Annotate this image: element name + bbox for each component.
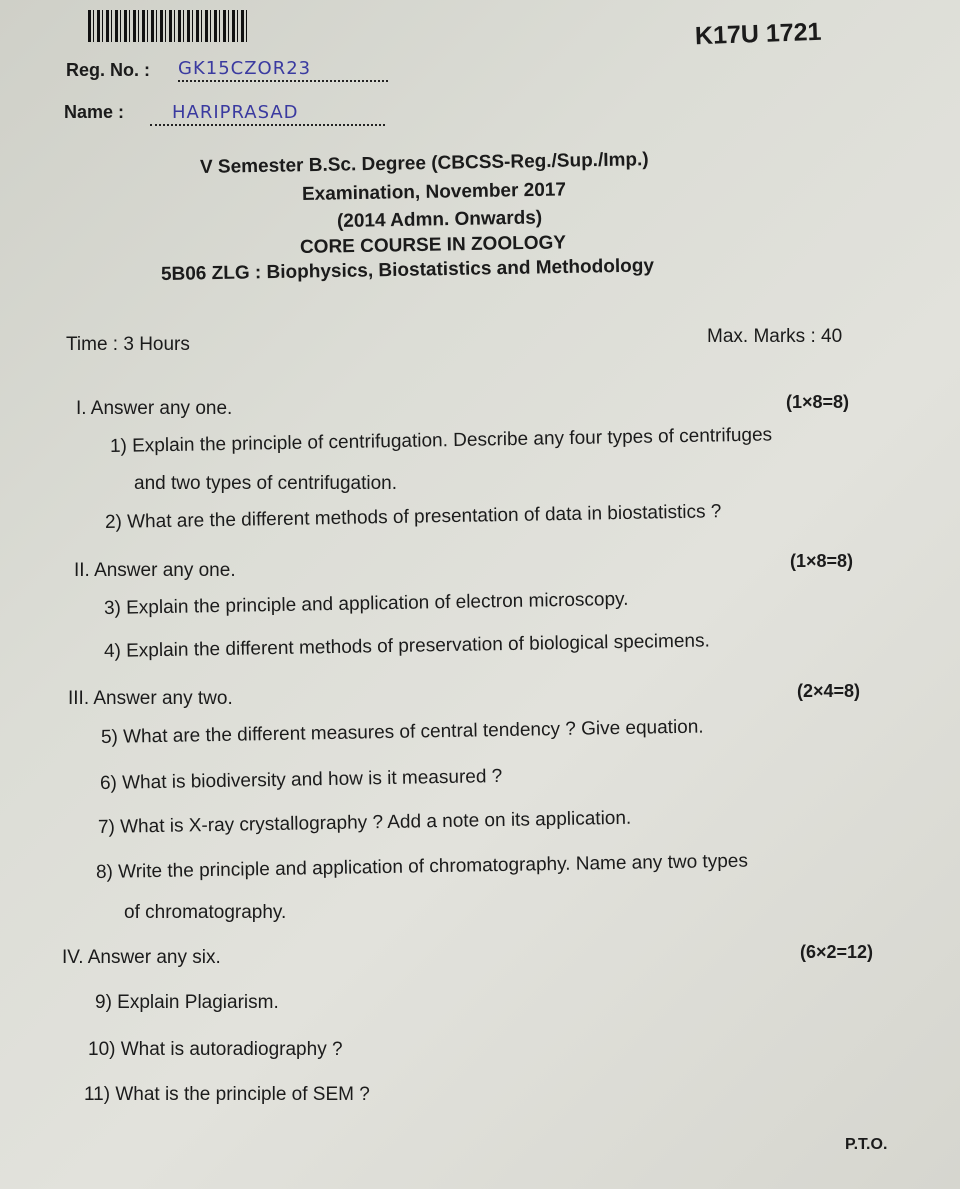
- section-2-marks: (1×8=8): [790, 551, 854, 571]
- pto: P.T.O.: [845, 1136, 888, 1153]
- reg-no-value: GK15CZOR23: [178, 58, 312, 79]
- question-8-cont: of chromatography.: [124, 902, 287, 923]
- question-10: 10) What is autoradiography ?: [88, 1039, 343, 1060]
- question-5: 5) What are the different measures of central tendency ? Give equation.: [100, 716, 704, 748]
- title-line-2: Examination, November 2017: [301, 179, 567, 205]
- name-value: HARIPRASAD: [172, 102, 299, 123]
- section-3-marks: (2×4=8): [797, 681, 861, 701]
- paper-code: K17U 1721: [694, 17, 822, 51]
- question-7: 7) What is X-ray crystallography ? Add a note on its application.: [97, 807, 632, 838]
- title-line-4: CORE COURSE IN ZOOLOGY: [299, 232, 567, 258]
- max-marks: Max. Marks : 40: [707, 326, 843, 347]
- question-11: 11) What is the principle of SEM ?: [84, 1084, 370, 1105]
- reg-no-label: Reg. No. :: [66, 60, 150, 80]
- time: Time : 3 Hours: [66, 334, 190, 355]
- question-1-cont: and two types of centrifugation.: [134, 473, 397, 494]
- section-3-label: III. Answer any two.: [68, 688, 233, 709]
- question-4: 4) Explain the different methods of preservation of biological specimens.: [103, 630, 710, 662]
- title-line-3: (2014 Admn. Onwards): [336, 207, 543, 232]
- question-8: 8) Write the principle and application of chromatography. Name any two types: [95, 850, 749, 883]
- reg-no-field: [178, 58, 388, 82]
- question-2: 2) What are the different methods of presentation of data in biostatistics ?: [104, 501, 722, 533]
- section-4-marks: (6×2=12): [800, 942, 874, 962]
- question-1: 1) Explain the principle of centrifugation. Describe any four types of centrifuges: [109, 424, 773, 457]
- barcode: [88, 10, 248, 42]
- question-9: 9) Explain Plagiarism.: [95, 992, 279, 1013]
- section-4-label: IV. Answer any six.: [62, 947, 221, 968]
- name-field: [150, 102, 385, 126]
- question-3: 3) Explain the principle and application of electron microscopy.: [103, 588, 629, 619]
- question-6: 6) What is biodiversity and how is it measured ?: [99, 765, 503, 794]
- section-2-label: II. Answer any one.: [74, 560, 236, 581]
- title-line-5: 5B06 ZLG : Biophysics, Biostatistics and Methodology: [160, 255, 655, 285]
- section-1-label: I. Answer any one.: [76, 398, 233, 419]
- title-line-1: V Semester B.Sc. Degree (CBCSS-Reg./Sup./Imp.): [199, 149, 649, 178]
- section-1-marks: (1×8=8): [786, 392, 850, 412]
- name-label: Name :: [64, 102, 125, 122]
